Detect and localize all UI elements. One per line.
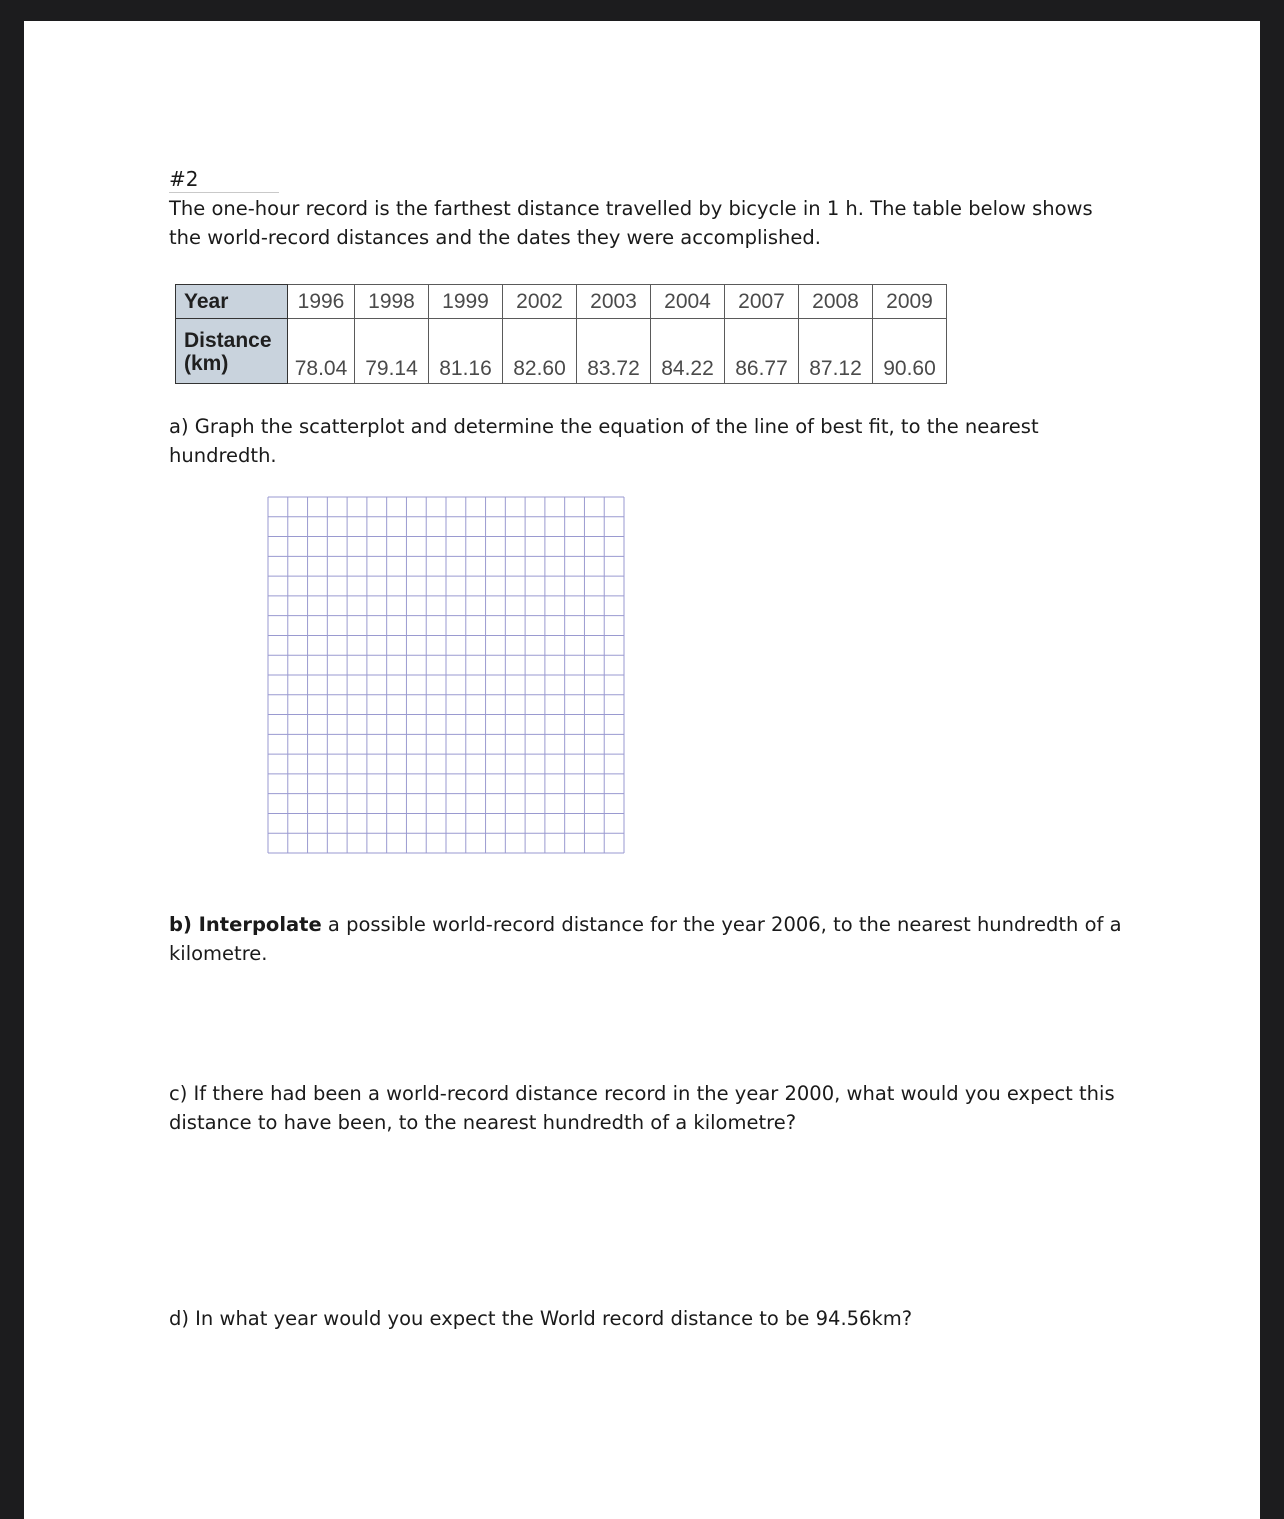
distance-cell: 84.22 [651, 319, 725, 384]
year-cell: 1996 [288, 285, 355, 319]
year-cell: 1999 [429, 285, 503, 319]
distance-cell: 87.12 [799, 319, 873, 384]
year-cell: 2002 [503, 285, 577, 319]
year-header: Year [176, 285, 288, 319]
year-cell: 2003 [577, 285, 651, 319]
record-table [175, 284, 947, 384]
year-cell: 2007 [725, 285, 799, 319]
distance-cell: 86.77 [725, 319, 799, 384]
question-number: #2 [169, 166, 279, 193]
question-a: a) Graph the scatterplot and determine the equation of the line of best fit, to the nearest hundredth. [169, 415, 1039, 467]
distance-cell: 83.72 [577, 319, 651, 384]
year-cell: 2004 [651, 285, 725, 319]
distance-cell: 78.04 [288, 319, 355, 384]
intro-text: The one-hour record is the farthest distance travelled by bicycle in 1 h. The table below shows the world-record distances and the dates they were accomplished. [169, 197, 1093, 249]
question-d: d) In what year would you expect the World record distance to be 94.56km? [169, 1307, 913, 1330]
question-b-text: a possible world-record distance for the year 2006, to the nearest hundredth of a kilometre. [169, 913, 1122, 965]
graph-paper-grid[interactable] [266, 495, 628, 855]
distance-cell: 81.16 [429, 319, 503, 384]
distance-cell: 90.60 [873, 319, 947, 384]
distance-cell: 79.14 [355, 319, 429, 384]
distance-header [176, 319, 288, 384]
question-c: c) If there had been a world-record distance record in the year 2000, what would you expect this distance to have been, to the nearest hundredth of a kilometre? [169, 1082, 1115, 1134]
question-b-label: b) Interpolate [169, 913, 322, 936]
year-cell: 1998 [355, 285, 429, 319]
worksheet-page [24, 21, 1260, 1519]
year-cell: 2009 [873, 285, 947, 319]
question-b [169, 910, 1129, 968]
distance-header-line1: Distance [184, 329, 272, 352]
year-row [176, 285, 947, 319]
distance-header-line2: (km) [184, 352, 229, 375]
distance-cell: 82.60 [503, 319, 577, 384]
distance-row [176, 319, 947, 384]
year-cell: 2008 [799, 285, 873, 319]
